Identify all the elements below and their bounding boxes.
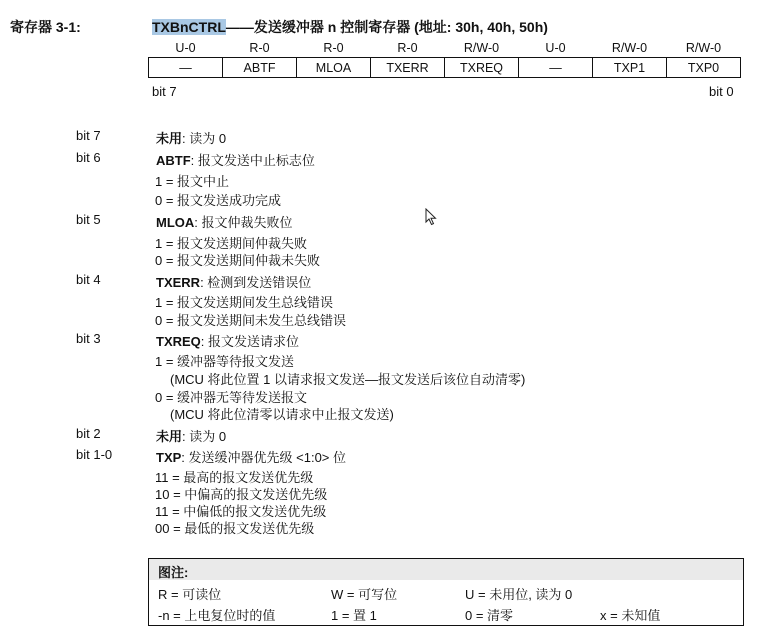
mouse-pointer-icon (425, 208, 437, 226)
bit-heading (156, 426, 226, 445)
bit-value-note: (MCU 将此位清零以请求中止报文发送) (170, 407, 394, 422)
bit-field-name: 未用 (156, 131, 183, 146)
bit-field-desc: : 检测到发送错误位 (200, 275, 312, 290)
bit-name: — (149, 58, 223, 78)
bit-value-line: 1 = 报文发送期间发生总线错误 (155, 295, 334, 310)
register-label: 寄存器 3-1: (10, 19, 81, 35)
legend-item: 0 = 清零 (465, 608, 514, 623)
bit-field-name: ABTF (156, 153, 191, 168)
legend-item: x = 未知值 (600, 608, 661, 623)
bit-number: bit 7 (76, 128, 101, 143)
bit-field-desc: : 发送缓冲器优先级 <1:0> 位 (181, 450, 346, 465)
bit-number: bit 3 (76, 331, 101, 346)
register-title-text: ——发送缓冲器 n 控制寄存器 (地址: 30h, 40h, 50h) (225, 19, 548, 35)
register-title (152, 17, 548, 37)
bit-7-label: bit 7 (152, 84, 177, 99)
legend-item: R = 可读位 (158, 587, 222, 602)
bit-value-line: 10 = 中偏高的报文发送优先级 (155, 487, 328, 502)
bit-access: R-0 (323, 40, 344, 55)
bit-name: ABTF (223, 58, 297, 78)
bit-value-line: 0 = 报文发送成功完成 (155, 193, 282, 208)
bit-field-name: MLOA (156, 215, 195, 230)
legend-item: 1 = 置 1 (331, 608, 377, 623)
bit-name: MLOA (297, 58, 371, 78)
bit-value-note: (MCU 将此位置 1 以请求报文发送—报文发送后该位自动清零) (170, 372, 526, 387)
bit-field-desc: : 读为 0 (182, 131, 227, 146)
bit-name: — (519, 58, 593, 78)
bit-value-line: 1 = 报文中止 (155, 174, 230, 189)
bit-access: R-0 (249, 40, 270, 55)
bit-heading (156, 331, 299, 350)
bit-field-name: TXP (156, 450, 182, 465)
bit-field-desc: : 报文发送请求位 (200, 334, 300, 349)
bit-heading (156, 128, 226, 147)
bit-access: U-0 (175, 40, 196, 55)
bit-heading (156, 150, 315, 169)
bit-access: R/W-0 (685, 40, 722, 55)
legend-header (149, 559, 743, 580)
bit-name: TXREQ (445, 58, 519, 78)
bit-value-line: 1 = 报文发送期间仲裁失败 (155, 236, 308, 251)
bit-field-desc: : 报文发送中止标志位 (190, 153, 315, 168)
legend-item: W = 可写位 (331, 587, 398, 602)
bit-heading (156, 272, 311, 291)
bit-number: bit 2 (76, 426, 101, 441)
bit-field-name: TXERR (156, 275, 201, 290)
bit-value-line: 0 = 报文发送期间仲裁未失败 (155, 253, 321, 268)
bit-access: U-0 (545, 40, 566, 55)
bit-name: TXP1 (593, 58, 667, 78)
bit-value-line: 0 = 报文发送期间未发生总线错误 (155, 313, 347, 328)
bit-table (148, 38, 741, 78)
bit-access: R-0 (397, 40, 418, 55)
bit-name: TXP0 (667, 58, 741, 78)
legend-title: 图注: (158, 565, 189, 580)
legend-box (148, 558, 744, 626)
register-name: TXBnCTRL (152, 19, 226, 35)
legend-item: -n = 上电复位时的值 (158, 608, 276, 623)
bit-number: bit 6 (76, 150, 101, 165)
bit-field-name: TXREQ (156, 334, 201, 349)
bit-name: TXERR (371, 58, 445, 78)
bit-access: R/W-0 (611, 40, 648, 55)
bit-value-line: 1 = 缓冲器等待报文发送 (155, 354, 295, 369)
bit-value-line: 0 = 缓冲器无等待发送报文 (155, 390, 308, 405)
bit-heading (156, 212, 293, 231)
bit-0-label: bit 0 (709, 84, 734, 99)
bit-access: R/W-0 (463, 40, 500, 55)
bit-value-line: 00 = 最低的报文发送优先级 (155, 521, 315, 536)
bit-number: bit 4 (76, 272, 101, 287)
legend-item: U = 未用位, 读为 0 (465, 587, 573, 602)
bit-value-line: 11 = 中偏低的报文发送优先级 (155, 504, 327, 519)
bit-field-name: 未用 (156, 429, 183, 444)
bit-field-desc: : 读为 0 (182, 429, 227, 444)
bit-number: bit 1-0 (76, 447, 113, 462)
bit-heading (156, 447, 346, 466)
bit-value-line: 11 = 最高的报文发送优先级 (155, 470, 314, 485)
bit-field-desc: : 报文仲裁失败位 (194, 215, 293, 230)
bit-number: bit 5 (76, 212, 101, 227)
